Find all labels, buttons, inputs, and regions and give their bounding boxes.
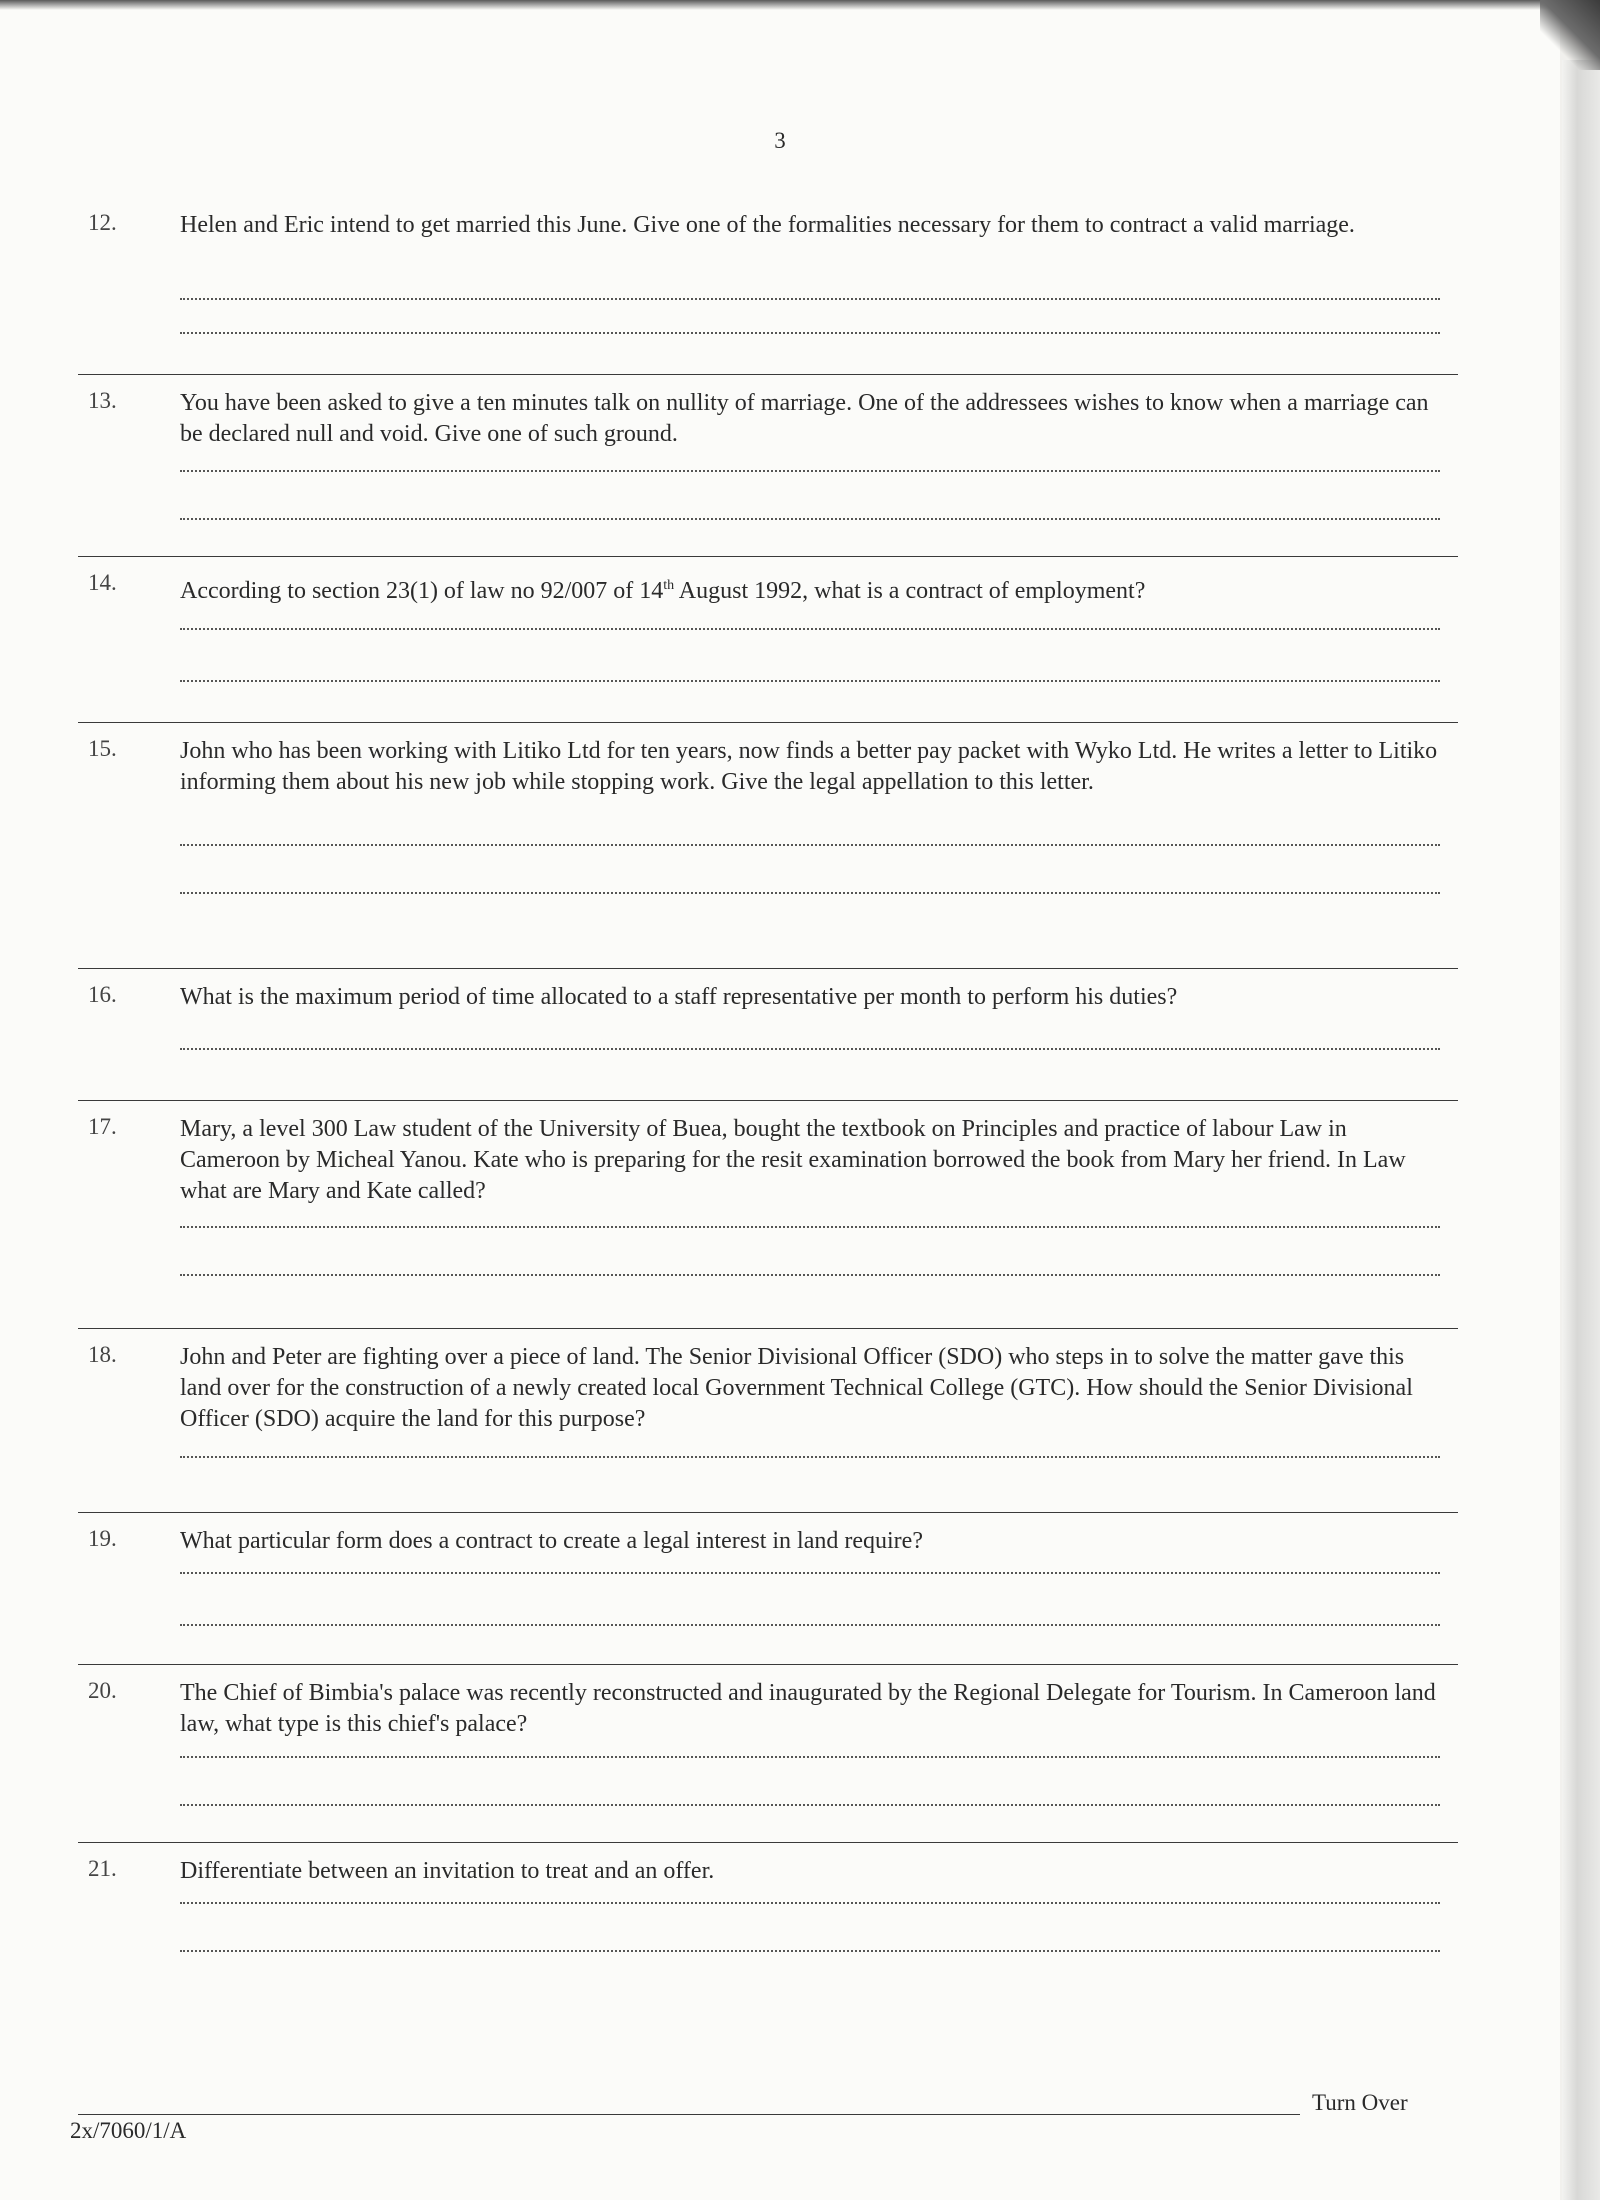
divider (78, 1512, 1458, 1513)
question-number: 15. (88, 736, 117, 761)
divider (78, 722, 1458, 723)
divider (78, 1100, 1458, 1101)
answer-line[interactable] (180, 1456, 1440, 1458)
answer-line[interactable] (180, 1048, 1440, 1050)
question-number: 21. (88, 1856, 117, 1881)
question-text: The Chief of Bimbia's palace was recently reconstructed and inaugurated by the Regional Delegate for Tourism. In Cameroon land law, what type is this chief's palace? (180, 1680, 1436, 1737)
answer-line[interactable] (180, 1572, 1440, 1574)
answer-line[interactable] (180, 1950, 1440, 1952)
question-number: 18. (88, 1342, 117, 1367)
divider (78, 1664, 1458, 1665)
answer-line[interactable] (180, 1274, 1440, 1276)
question-text: Mary, a level 300 Law student of the University of Buea, bought the textbook on Principles and practice of labour Law in Cameroon by Micheal Yanou. Kate who is preparing for the resit examination borrowed the book from Mary her friend. In Law what are Mary and Kate called? (180, 1116, 1406, 1204)
folded-corner (1540, 0, 1600, 70)
answer-line[interactable] (180, 628, 1440, 630)
divider (78, 556, 1458, 557)
divider (78, 1842, 1458, 1843)
answer-line[interactable] (180, 1756, 1440, 1758)
question-text: You have been asked to give a ten minutes talk on nullity of marriage. One of the addressees wishes to know when a marriage can be declared null and void. Give one of such ground. (180, 390, 1429, 447)
question-text: What particular form does a contract to create a legal interest in land require? (180, 1528, 923, 1554)
question-number: 13. (88, 388, 117, 413)
answer-line[interactable] (180, 680, 1440, 682)
divider (78, 374, 1458, 375)
question-text: Differentiate between an invitation to treat and an offer. (180, 1858, 715, 1884)
scan-right-edge (1562, 60, 1600, 2200)
question-text: Helen and Eric intend to get married this June. Give one of the formalities necessary for them to contract a valid marriage. (180, 212, 1355, 238)
answer-line[interactable] (180, 470, 1440, 472)
answer-line[interactable] (180, 892, 1440, 894)
question-text (180, 570, 1450, 607)
question-text-part: According to section 23(1) of law no 92/007 of 14 (180, 578, 664, 604)
answer-line[interactable] (180, 298, 1440, 300)
turn-over-label: Turn Over (1312, 2090, 1408, 2115)
divider (78, 968, 1458, 969)
answer-line[interactable] (180, 518, 1440, 520)
divider (78, 1328, 1458, 1329)
footer-rule (78, 2114, 1300, 2115)
question-text: John and Peter are fighting over a piece of land. The Senior Divisional Officer (SDO) who steps in to solve the matter gave this land over for the construction of a newly created local Government Technical College (GTC). How should the Senior Divisional Officer (SDO) acquire the land for this purpose? (180, 1344, 1413, 1432)
ordinal-suffix: th (663, 578, 675, 593)
question-number: 20. (88, 1678, 117, 1703)
answer-line[interactable] (180, 844, 1440, 846)
page-number: 3 (774, 128, 786, 153)
question-number: 19. (88, 1526, 117, 1551)
question-number: 17. (88, 1114, 117, 1139)
question-number: 14. (88, 570, 117, 595)
question-text: What is the maximum period of time allocated to a staff representative per month to perform his duties? (180, 984, 1178, 1010)
answer-line[interactable] (180, 332, 1440, 334)
scan-top-shadow (0, 0, 1600, 10)
answer-line[interactable] (180, 1804, 1440, 1806)
question-number: 16. (88, 982, 117, 1007)
paper-code: 2x/7060/1/A (70, 2118, 187, 2143)
question-text: John who has been working with Litiko Ltd for ten years, now finds a better pay packet with Wyko Ltd. He writes a letter to Litiko informing them about his new job while stopping work. Give the legal appellation to this letter. (180, 738, 1438, 795)
question-number: 12. (88, 210, 117, 235)
answer-line[interactable] (180, 1226, 1440, 1228)
answer-line[interactable] (180, 1902, 1440, 1904)
question-text-part: August 1992, what is a contract of employment? (674, 578, 1146, 604)
answer-line[interactable] (180, 1624, 1440, 1626)
